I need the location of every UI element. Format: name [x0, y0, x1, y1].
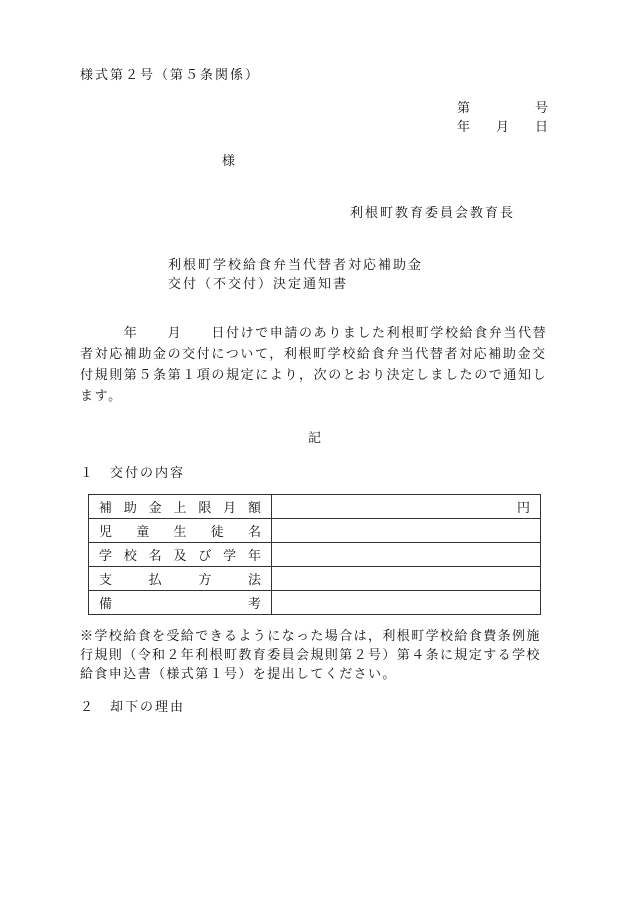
- row-label-char: 児: [99, 525, 113, 540]
- row-label-char: 徒: [210, 525, 224, 540]
- row-value[interactable]: [272, 567, 541, 591]
- row-label-char: 考: [247, 597, 261, 612]
- row-label-char: 限: [198, 501, 212, 516]
- row-label-char: 備: [99, 597, 113, 612]
- row-label-char: び: [198, 549, 212, 564]
- row-label-char: 上: [173, 501, 187, 516]
- title-line-2: 交付（不交付）決定通知書: [168, 277, 349, 292]
- row-label-char: 校: [123, 549, 137, 564]
- row-label-char: 及: [173, 549, 187, 564]
- row-value[interactable]: [272, 519, 541, 543]
- row-label-char: 名: [148, 549, 162, 564]
- row-label-char: 支: [99, 573, 113, 588]
- table-row: [89, 495, 541, 519]
- row-label: [89, 567, 272, 591]
- ki-heading: 記: [308, 431, 324, 446]
- row-label-char: 補: [99, 501, 113, 516]
- row-label-char: 金: [148, 501, 162, 516]
- row-label-char: 額: [247, 501, 261, 516]
- row-label-char: 生: [173, 525, 187, 540]
- row-label-char: 助: [123, 501, 137, 516]
- row-label-char: 年: [247, 549, 261, 564]
- row-label: [89, 591, 272, 615]
- document-number: 第 号: [456, 101, 548, 116]
- row-label-char: 童: [136, 525, 150, 540]
- section-2-heading: ２ 却下の理由: [80, 700, 186, 715]
- document-date: 年 月 日: [456, 120, 548, 135]
- section-1-heading: １ 交付の内容: [80, 466, 186, 481]
- row-label: [89, 519, 272, 543]
- row-value[interactable]: 円: [272, 495, 541, 519]
- row-value[interactable]: [272, 591, 541, 615]
- table-row: [89, 567, 541, 591]
- form-number: 様式第２号（第５条関係）: [80, 68, 261, 83]
- row-label-char: 法: [247, 573, 261, 588]
- row-label-char: 払: [148, 573, 162, 588]
- table-row: [89, 591, 541, 615]
- row-label-char: 方: [198, 573, 212, 588]
- title-line-1: 利根町学校給食弁当代替者対応補助金: [168, 258, 424, 273]
- grant-content-table: [88, 494, 541, 615]
- row-label-char: 学: [223, 549, 237, 564]
- row-label: [89, 495, 272, 519]
- row-label: [89, 543, 272, 567]
- addressee: 様: [222, 154, 238, 169]
- row-value[interactable]: [272, 543, 541, 567]
- row-label-char: 月: [223, 501, 237, 516]
- row-label-char: 学: [99, 549, 113, 564]
- sender: 利根町教育委員会教育長: [350, 206, 516, 221]
- note-paragraph: ※学校給食を受給できるようになった場合は，利根町学校給食費条例施行規則（令和２年利根町教育委員会規則第２号）第４条に規定する学校給食申込書（様式第１号）を提出してください。: [80, 629, 541, 682]
- table-row: [89, 543, 541, 567]
- row-label-char: 名: [247, 525, 261, 540]
- table-row: [89, 519, 541, 543]
- body-paragraph: 年 月 日付けで申請のありました利根町学校給食弁当代替者対応補助金の交付について，利根町学校給食弁当代替者対応補助金交付規則第５条第１項の規定により，次のとおり決定しましたので通知します。: [80, 326, 548, 404]
